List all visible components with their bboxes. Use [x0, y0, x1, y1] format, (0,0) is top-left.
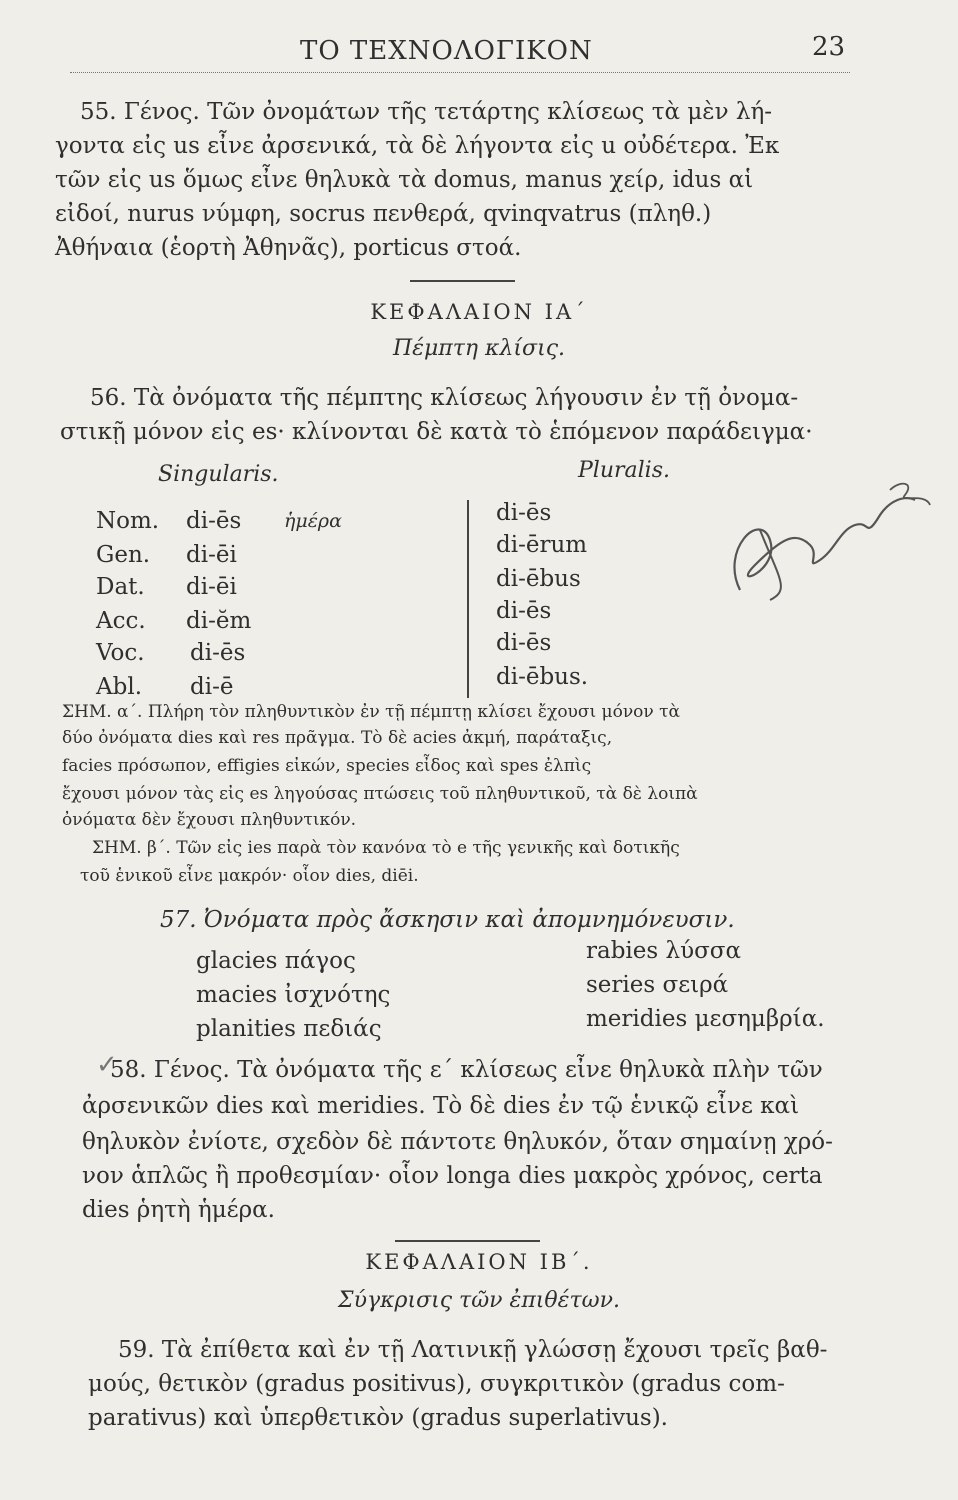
sec56-line-2: στικῇ μόνον εἰς es· κλίνονται δὲ κατὰ τὸ ἑπόμενον παράδειγμα·: [60, 419, 813, 445]
row-case: Abl.: [96, 674, 142, 700]
row-singular: di-ĕm: [186, 608, 252, 634]
header-rule: [70, 72, 850, 73]
chapter-12-subtitle: Σύγκρισις τῶν ἐπιθέτων.: [338, 1288, 620, 1313]
row-singular: di-ē: [190, 674, 234, 700]
chapter-12-title: ΚΕΦΑΛΑΙΟΝ ΙΒ΄.: [365, 1250, 593, 1274]
row-plural: di-ērum: [496, 532, 588, 558]
row-plural: di-ēs: [496, 500, 552, 526]
row-plural: di-ēs: [496, 598, 552, 624]
sec56-line-1: 56. Τὰ ὀνόματα τῆς πέμπτης κλίσεως λήγουσιν ἐν τῇ ὀνομα-: [90, 385, 799, 411]
page-number: 23: [812, 32, 846, 62]
sec59-line-1: 59. Τὰ ἐπίθετα καὶ ἐν τῇ Λατινικῇ γλώσσῃ ἔχουσι τρεῖς βαθ-: [118, 1337, 828, 1363]
sec55-line-2: γοντα εἰς us εἶνε ἀρσενικά, τὰ δὲ λήγοντα εἰς u οὐδέτερα. Ἐκ: [55, 133, 780, 159]
chapter-11-title: ΚΕΦΑΛΑΙΟΝ ΙΑ΄: [370, 300, 588, 324]
row-singular: di-ēs: [190, 640, 246, 666]
note-line-7: τοῦ ἑνικοῦ εἶνε μακρόν· οἷον dies, diēi.: [80, 866, 419, 886]
row-singular: di-ēs: [186, 508, 242, 534]
handwritten-signature-icon: [700, 470, 940, 620]
plural-header: Pluralis.: [578, 458, 670, 483]
sec57-heading: 57. Ὀνόματα πρὸς ἄσκησιν καὶ ἀπομνημόνευσιν.: [160, 907, 735, 933]
row-case: Acc.: [96, 608, 146, 634]
row-singular: di-ēi: [186, 542, 237, 568]
note-line-6: ΣΗΜ. β΄. Τῶν εἰς ies παρὰ τὸν κανόνα τὸ e τῆς γενικῆς καὶ δοτικῆς: [92, 838, 680, 858]
row-plural: di-ēs: [496, 630, 552, 656]
note-line-3: facies πρόσωπον, effigies εἰκών, species εἶδος καὶ spes ἐλπὶς: [62, 756, 592, 776]
table-divider: [467, 500, 469, 698]
row-singular: di-ēi: [186, 574, 237, 600]
exercise-word: macies ἰσχνότης: [196, 982, 391, 1008]
check-mark-icon: ✓: [96, 1050, 118, 1080]
singular-header: Singularis.: [158, 462, 279, 487]
sec55-line-3: τῶν εἰς us ὅμως εἶνε θηλυκὰ τὰ domus, manus χείρ, idus αἱ: [55, 167, 754, 193]
sec58-line-4: νον ἁπλῶς ἢ προθεσμίαν· οἷον longa dies μακρὸς χρόνος, certa: [82, 1163, 823, 1189]
row-case: Gen.: [96, 542, 151, 568]
section-divider: [395, 1240, 540, 1242]
row-gloss: ἡμέρα: [284, 510, 342, 532]
sec58-line-1: 58. Γένος. Τὰ ὀνόματα τῆς ε΄ κλίσεως εἶνε θηλυκὰ πλὴν τῶν: [110, 1057, 823, 1083]
row-case: Voc.: [96, 640, 145, 666]
sec58-line-2: ἀρσενικῶν dies καὶ meridies. Τὸ δὲ dies ἐν τῷ ἑνικῷ εἶνε καὶ: [82, 1093, 800, 1119]
sec58-line-5: dies ῥητὴ ἡμέρα.: [82, 1197, 275, 1223]
note-line-2: δύο ὀνόματα dies καὶ res πρᾶγμα. Τὸ δὲ acies ἀκμή, παράταξις,: [62, 728, 613, 748]
row-plural: di-ēbus: [496, 566, 581, 592]
exercise-word: meridies μεσημβρία.: [586, 1006, 825, 1032]
note-line-5: ὀνόματα δὲν ἔχουσι πληθυντικόν.: [62, 810, 357, 830]
sec59-line-3: parativus) καὶ ὑπερθετικὸν (gradus superlativus).: [88, 1405, 668, 1431]
row-case: Dat.: [96, 574, 145, 600]
note-line-4: ἔχουσι μόνον τὰς εἰς es ληγούσας πτώσεις τοῦ πληθυντικοῦ, τὰ δὲ λοιπὰ: [62, 784, 698, 804]
sec55-line-1: 55. Γένος. Τῶν ὀνομάτων τῆς τετάρτης κλίσεως τὰ μὲν λή-: [80, 99, 773, 125]
exercise-word: glacies πάγος: [196, 948, 356, 974]
sec59-line-2: μούς, θετικὸν (gradus positivus), συγκριτικὸν (gradus com-: [88, 1371, 785, 1397]
sec58-line-3: θηλυκὸν ἐνίοτε, σχεδὸν δὲ πάντοτε θηλυκόν, ὅταν σημαίνῃ χρό-: [82, 1129, 833, 1155]
row-plural: di-ēbus.: [496, 664, 589, 690]
note-line-1: ΣΗΜ. α΄. Πλήρη τὸν πληθυντικὸν ἐν τῇ πέμπτῃ κλίσει ἔχουσι μόνον τὰ: [62, 702, 681, 722]
row-case: Nom.: [96, 508, 160, 534]
section-divider: [410, 280, 515, 282]
running-title: ΤΟ ΤΕΧΝΟΛΟΓΙΚΟΝ: [300, 36, 593, 66]
sec55-line-5: Ἀθήναια (ἑορτὴ Ἀθηνᾶς), porticus στοά.: [55, 235, 522, 261]
exercise-word: series σειρά: [586, 972, 729, 998]
chapter-11-subtitle: Πέμπτη κλίσις.: [392, 336, 566, 361]
running-header: [0, 30, 958, 70]
sec55-line-4: εἰδοί, nurus νύμφη, socrus πενθερά, qvinqvatrus (πληθ.): [55, 201, 712, 227]
exercise-word: rabies λύσσα: [586, 938, 742, 964]
exercise-word: planities πεδιάς: [196, 1016, 382, 1042]
